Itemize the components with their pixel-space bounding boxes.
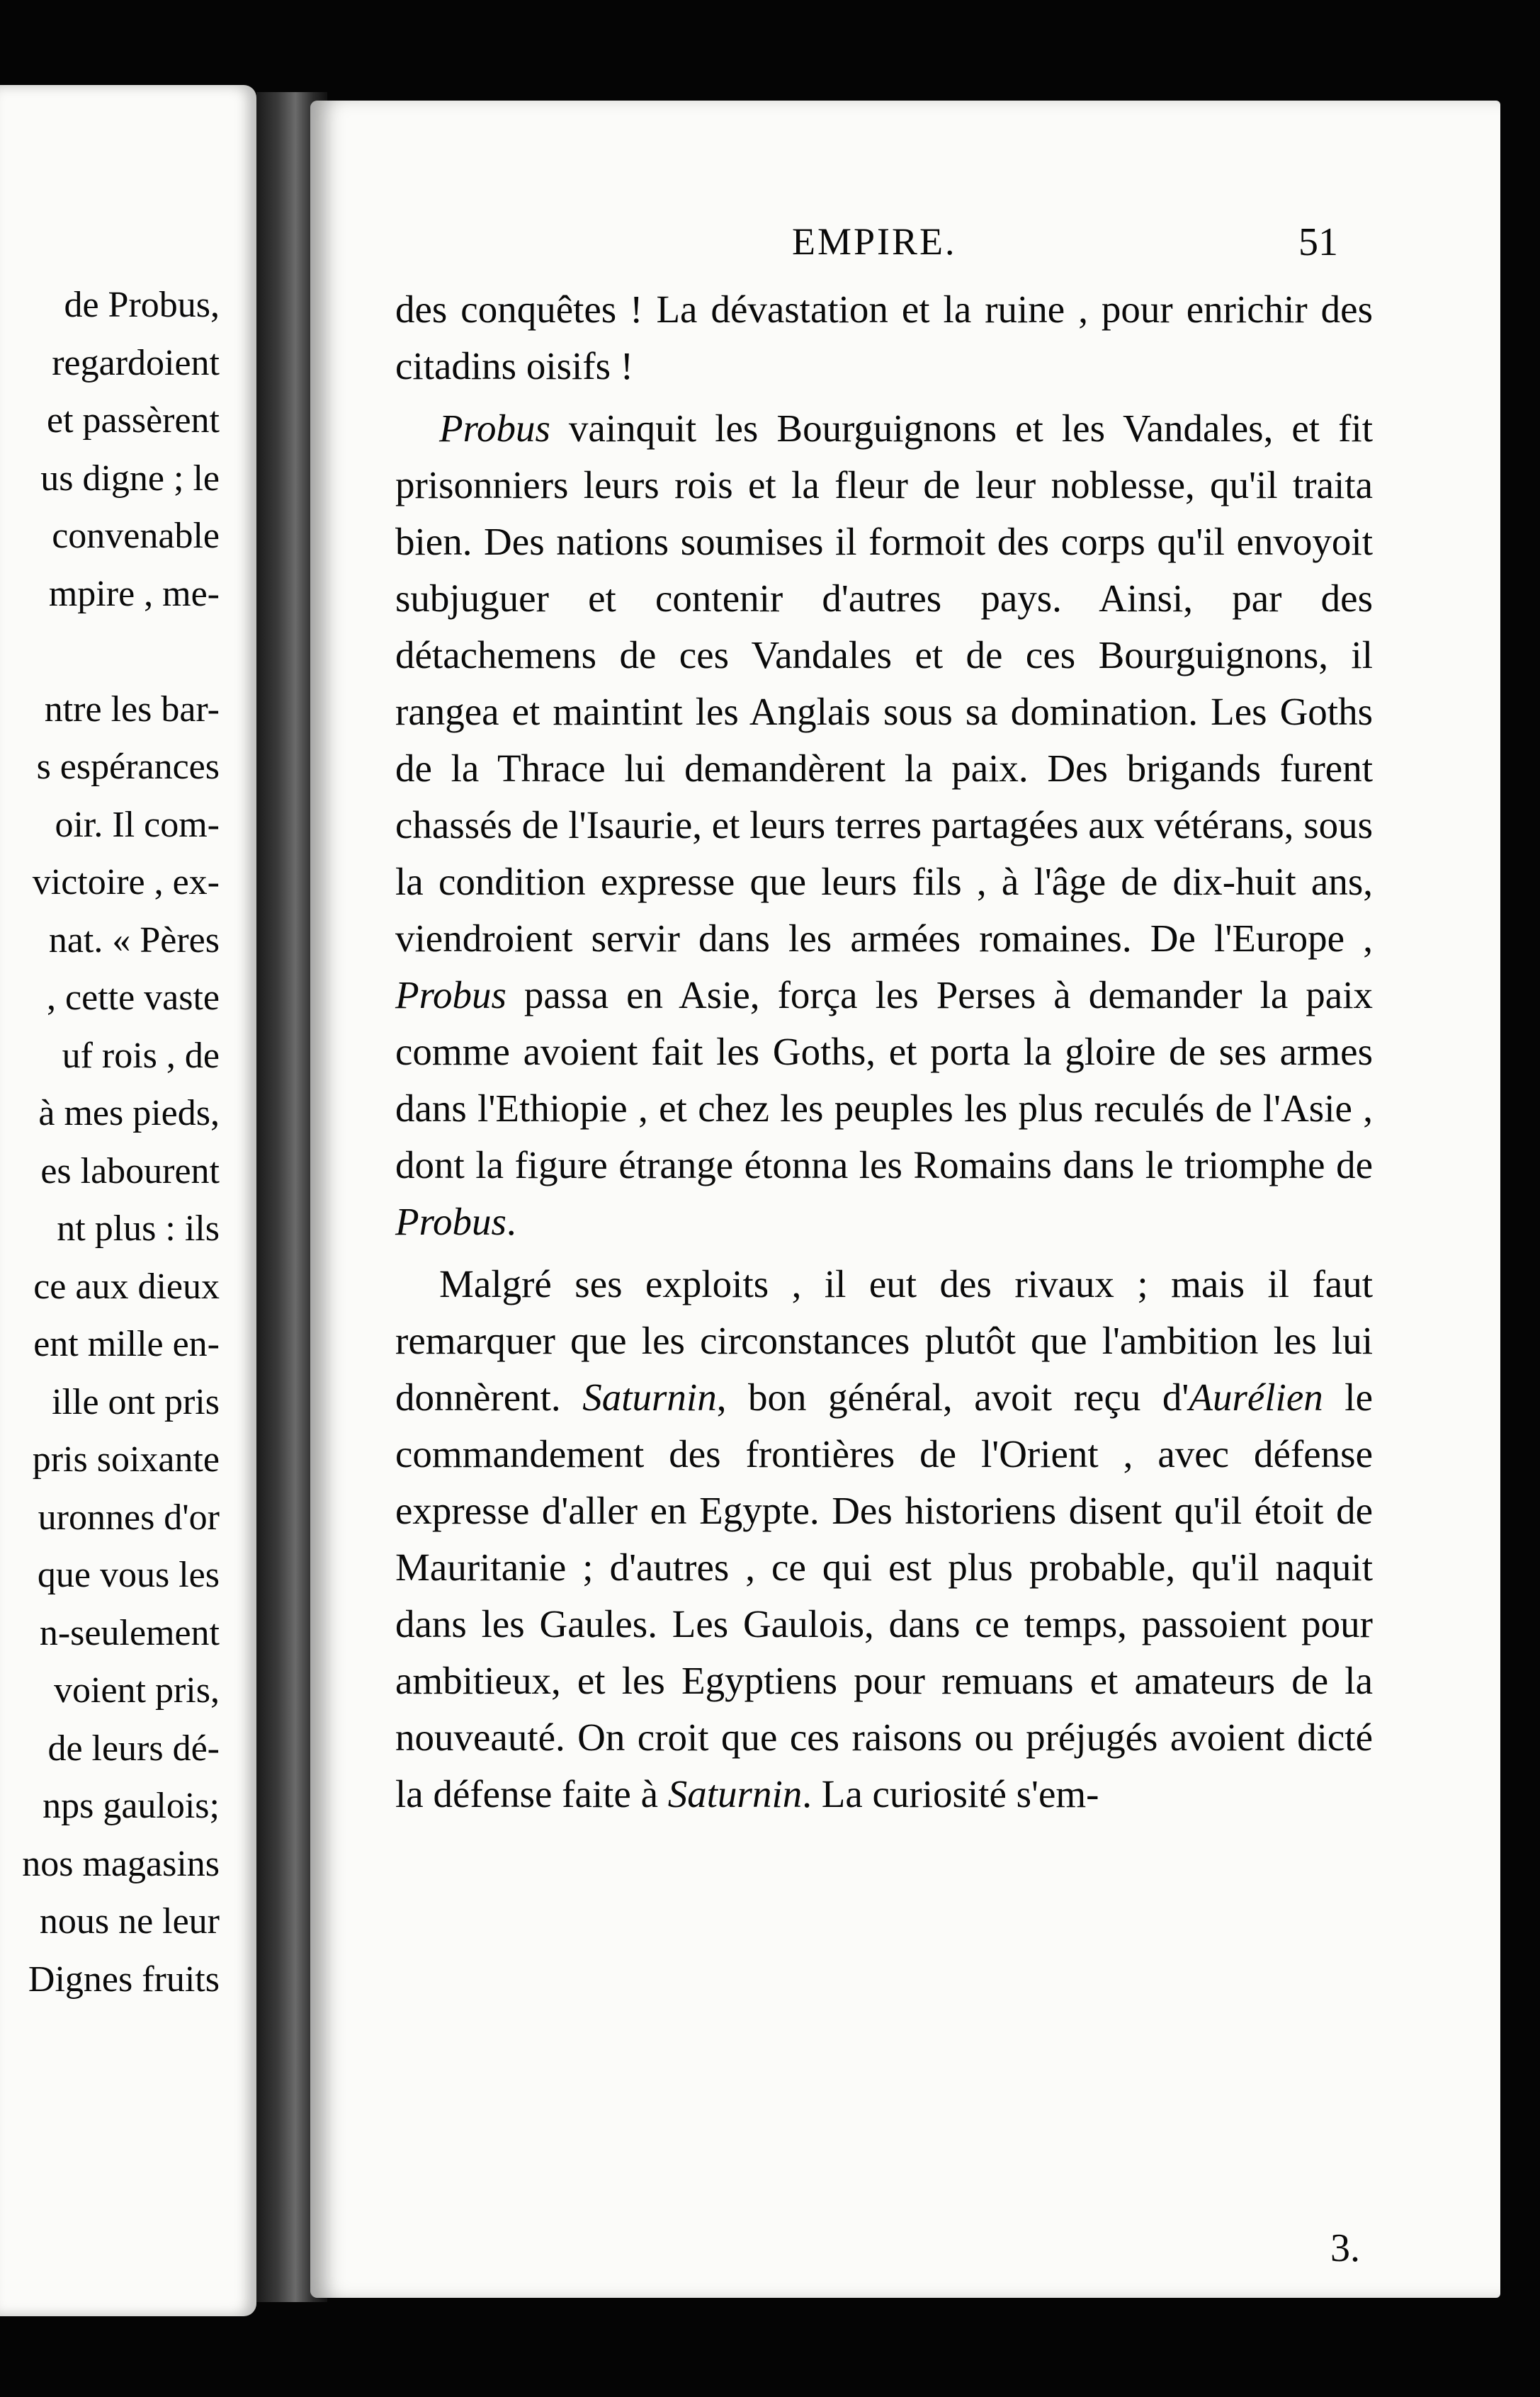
left-line: nt plus : ils [57,1208,220,1249]
italic-name: Probus [395,1200,506,1243]
left-line: n-seulement [39,1612,220,1653]
text-segment: passa en Asie, força les Perses à demander la paix comme avoient fait les Goths, et porta la gloire de ses armes dans l'Ethiopie , et chez les peuples les plus reculés de l'Asie , dont la figure étrange étonna les Romains dans le triomphe de [395,973,1373,1186]
left-line: victoire , ex- [32,862,220,902]
left-line: nous ne leur [39,1901,220,1942]
italic-name: Saturnin [667,1772,803,1815]
right-page [310,101,1500,2298]
left-line: nat. « Pères [48,919,220,960]
text-segment: des conquêtes ! La dévastation et la ruine , pour enrichir des citadins oisifs ! [395,288,1373,387]
italic-name: Probus [395,973,506,1016]
left-line: ce aux dieux [33,1266,220,1307]
page-body [395,281,1373,1823]
left-line: ent mille en- [33,1324,220,1364]
left-line: convenable [52,516,220,556]
running-title: EMPIRE. [792,220,957,263]
left-line: nos magasins [22,1843,220,1884]
left-page [0,85,256,2316]
italic-name: Probus [439,407,550,450]
left-line: ille ont pris [52,1381,220,1422]
text-segment: vainquit les Bourguignons et les Vandales, et fit prisonniers leurs rois et la fleur de leur noblesse, qu'il traita bien. Des nations soumises il formoit des corps qu'il envoyoit subjuguer et contenir d'autres pays. Ainsi, par des détachemens de ces Vandales et de ces Bourguignons, il rangea et maintint les Anglais sous sa domination. Les Goths de la Thrace lui demandèrent la paix. Des brigands furent chassés de l'Isaurie, et leurs terres partagées aux vétérans, sous la condition expresse que leurs fils , à l'âge de dix-huit ans, viendroient servir dans les armées romaines. De l'Europe , [395,407,1373,960]
paragraph [395,1256,1373,1823]
text-segment: . La curiosité s'em- [802,1772,1099,1815]
left-line: et passèrent [46,400,220,441]
italic-name: Saturnin [582,1376,717,1419]
left-line: regardoient [52,342,220,383]
left-line: de Probus, [64,285,220,325]
text-segment: Malgré ses exploits , il eut des rivaux ; mais il faut remarquer que les circonstances plutôt que l'ambition les lui donnèrent. [395,1262,1373,1419]
text-segment: le commandement des frontières de l'Orient , avec défense expresse d'aller en Egypte. Des historiens disent qu'il étoit de Mauritanie ; d'autres , ce qui est plus probable, qu'il naquit dans les Gaules. Les Gaulois, dans ce temps, passoient pour ambitieux, et les Egyptiens pour remuans et amateurs de la nouveauté. On croit que ces raisons ou préjugés avoient dicté la défense faite à [395,1376,1374,1815]
left-line: uf rois , de [62,1035,220,1076]
left-line: de leurs dé- [47,1728,220,1769]
italic-name: Aurélien [1189,1376,1323,1419]
page-number: 51 [1298,220,1338,264]
left-line: us digne ; le [40,458,220,499]
text-segment: . [506,1200,516,1243]
page-header [310,220,1500,276]
left-line: , cette vaste [47,978,220,1018]
left-line: nps gaulois; [43,1786,220,1826]
paragraph [395,400,1373,1250]
left-line [22,623,220,681]
left-page-text [22,276,220,2008]
left-line: uronnes d'or [38,1497,220,1538]
left-line: pris soixante [32,1439,220,1480]
left-line: es labourent [40,1150,220,1191]
left-line: ntre les bar- [44,688,220,730]
left-line: que vous les [37,1555,220,1595]
signature-mark: 3. [1330,2226,1360,2270]
left-line: oir. Il com- [55,804,220,845]
left-line: mpire , me- [48,573,220,614]
left-line: voient pris, [54,1670,220,1711]
text-segment: , bon général, avoit reçu d' [716,1376,1189,1419]
left-line: à mes pieds, [38,1093,220,1133]
left-line: s espérances [36,747,220,787]
paragraph [395,281,1373,395]
left-line: Dignes fruits [28,1959,220,2000]
